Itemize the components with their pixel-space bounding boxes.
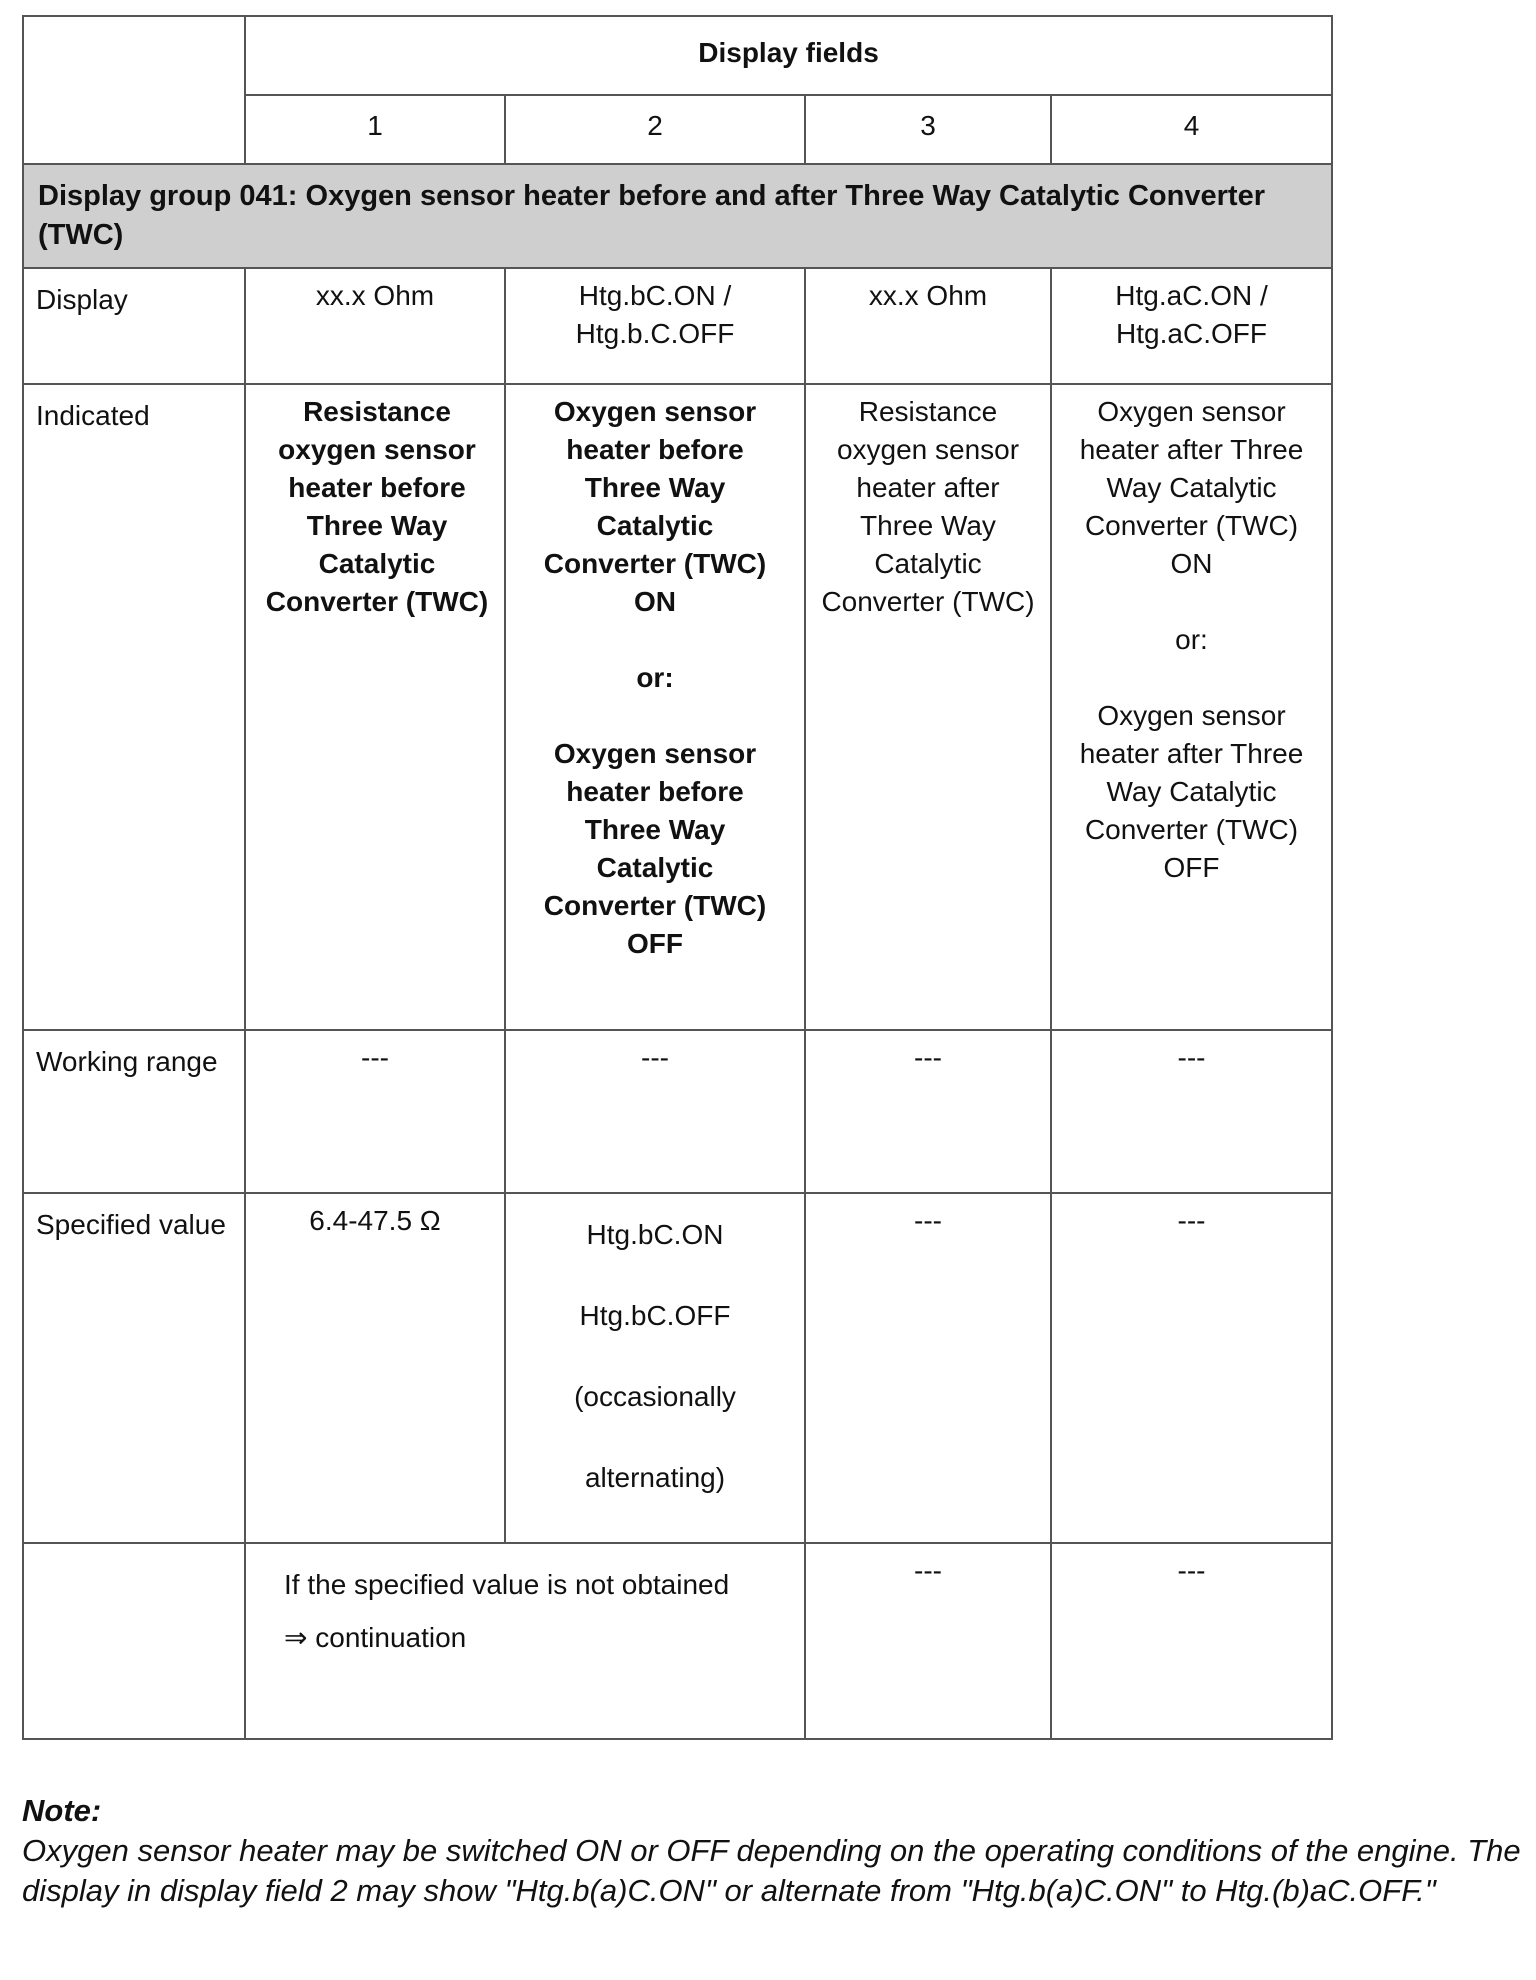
- table-row: [23, 1030, 1332, 1193]
- indicated-field-4: [1051, 384, 1332, 1030]
- display-field-4: [1051, 268, 1332, 384]
- row-label-display: Display: [23, 268, 245, 384]
- working-range-field-3: ---: [805, 1030, 1051, 1193]
- indicated-off-text: Oxygen sensor heater after Three Way Catalytic Converter (TWC) OFF: [1079, 700, 1304, 883]
- indicated-field-3: Resistance oxygen sensor heater after Three Way Catalytic Converter (TWC): [805, 384, 1051, 1030]
- indicated-or-text: or:: [1175, 624, 1208, 655]
- note-text: Oxygen sensor heater may be switched ON or OFF depending on the operating conditions of the engine. The display in display field 2 may show "Htg.b(a)C.ON" or alternate from "Htg.b(a)C.ON" to Htg.(b)aC.OFF.": [22, 1833, 1521, 1908]
- table-row: [23, 384, 1332, 1030]
- specified-value-line: alternating): [584, 1462, 726, 1493]
- display-value: xx.x Ohm: [315, 280, 435, 311]
- specified-value-line: Htg.bC.ON: [586, 1219, 724, 1250]
- header-row: [23, 16, 1332, 95]
- table-row: [23, 268, 1332, 384]
- group-title-row: [23, 164, 1332, 268]
- specified-value-line: (occasionally: [574, 1381, 736, 1412]
- header-blank-cell: [23, 16, 245, 164]
- display-field-3: [805, 268, 1051, 384]
- display-field-1: [245, 268, 505, 384]
- table-row: [23, 1193, 1332, 1543]
- display-field-2: [505, 268, 805, 384]
- note-block: [22, 1791, 1522, 1911]
- indicated-field-1: Resistance oxygen sensor heater before Three Way Catalytic Converter (TWC): [245, 384, 505, 1030]
- table-row: [23, 1543, 1332, 1739]
- indicated-on-text: Oxygen sensor heater after Three Way Catalytic Converter (TWC) ON: [1079, 396, 1304, 579]
- not-obtained-cell: [245, 1543, 805, 1739]
- display-value-off: Htg.b.C.OFF: [575, 318, 735, 349]
- display-value: xx.x Ohm: [868, 280, 988, 311]
- display-value-on: Htg.aC.ON /: [1115, 280, 1268, 311]
- indicated-off-text: Oxygen sensor heater before Three Way Catalytic Converter (TWC) OFF: [543, 738, 767, 959]
- display-value-on: Htg.bC.ON /: [578, 280, 732, 311]
- row-label-blank: [23, 1543, 245, 1739]
- note-title: Note:: [22, 1793, 102, 1828]
- row-label-indicated: Indicated: [23, 384, 245, 1030]
- indicated-or-text: or:: [636, 662, 674, 693]
- specified-value-line: Htg.bC.OFF: [579, 1300, 731, 1331]
- specified-value-field-4: ---: [1051, 1193, 1332, 1543]
- not-obtained-text: If the specified value is not obtained: [284, 1569, 730, 1600]
- working-range-field-4: ---: [1051, 1030, 1332, 1193]
- display-value-off: Htg.aC.OFF: [1116, 318, 1267, 349]
- group-title: Display group 041: Oxygen sensor heater before and after Three Way Catalytic Converter (TWC): [23, 164, 1332, 268]
- working-range-field-2: ---: [505, 1030, 805, 1193]
- field-number-3: 3: [805, 95, 1051, 164]
- not-obtained-field-3: ---: [805, 1543, 1051, 1739]
- field-number-1: 1: [245, 95, 505, 164]
- display-group-table: [22, 15, 1333, 1740]
- specified-value-field-1: 6.4-47.5 Ω: [245, 1193, 505, 1543]
- field-number-2: 2: [505, 95, 805, 164]
- specified-value-field-2: [505, 1193, 805, 1543]
- indicated-field-2: [505, 384, 805, 1030]
- row-label-specified-value: Specified value: [23, 1193, 245, 1543]
- not-obtained-field-4: ---: [1051, 1543, 1332, 1739]
- row-label-working-range: Working range: [23, 1030, 245, 1193]
- field-number-4: 4: [1051, 95, 1332, 164]
- indicated-on-text: Oxygen sensor heater before Three Way Catalytic Converter (TWC) ON: [543, 396, 767, 617]
- display-fields-heading: Display fields: [245, 16, 1332, 95]
- specified-value-field-3: ---: [805, 1193, 1051, 1543]
- working-range-field-1: ---: [245, 1030, 505, 1193]
- continuation-link[interactable]: ⇒ continuation: [284, 1622, 467, 1653]
